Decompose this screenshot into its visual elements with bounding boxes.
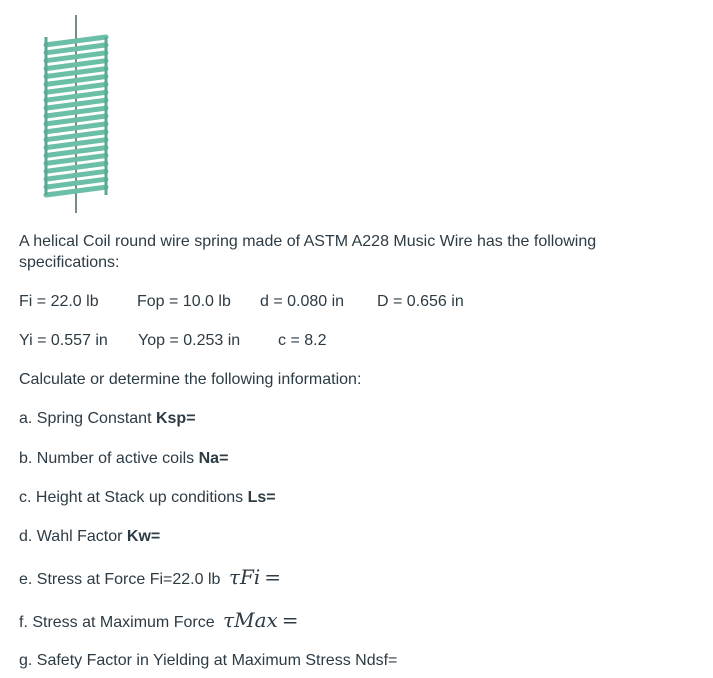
question-f-math (223, 608, 299, 632)
question-g: g. Safety Factor in Yielding at Maximum Stress Ndsf= (19, 652, 398, 669)
question-c-symbol: Ls= (247, 489, 276, 506)
question-d-text: d. Wahl Factor (19, 528, 127, 545)
spec-yop: Yop = 0.253 in (138, 332, 241, 349)
question-c-text: c. Height at Stack up conditions (19, 489, 248, 506)
question-f-text: f. Stress at Maximum Force (19, 614, 220, 631)
spec-d: d = 0.080 in (260, 293, 345, 310)
spec-fi: Fi = 22.0 lb (19, 293, 99, 310)
question-c (19, 488, 276, 508)
question-e-symbol: τFi (228, 565, 261, 589)
question-e-math (229, 565, 281, 589)
instruction: Calculate or determine the following information: (19, 371, 362, 388)
question-e-equals: = (264, 565, 281, 589)
question-d-symbol: Kw= (126, 528, 161, 545)
question-d (19, 527, 160, 547)
question-b (19, 449, 228, 469)
question-b-text: b. Number of active coils (19, 450, 199, 467)
specs-row-1 (19, 292, 464, 312)
question-b-symbol: Na= (198, 450, 229, 467)
question-a-symbol: Ksp= (155, 410, 196, 427)
spec-c: c = 8.2 (278, 332, 327, 349)
spec-yi: Yi = 0.557 in (19, 332, 108, 349)
spec-fop: Fop = 10.0 lb (137, 293, 231, 310)
question-a (19, 409, 196, 429)
problem-intro: A helical Coil round wire spring made of ASTM A228 Music Wire has the following specifications: (19, 233, 597, 271)
helical-spring-figure (40, 15, 112, 213)
question-a-text: a. Spring Constant (19, 410, 156, 427)
question-f (19, 610, 299, 633)
question-f-symbol: τMax (223, 608, 278, 632)
specs-row-2 (19, 331, 326, 351)
spec-D: D = 0.656 in (377, 293, 464, 310)
question-f-equals: = (281, 608, 299, 632)
question-e-text: e. Stress at Force Fi=22.0 lb (19, 571, 225, 588)
question-e (19, 567, 281, 590)
